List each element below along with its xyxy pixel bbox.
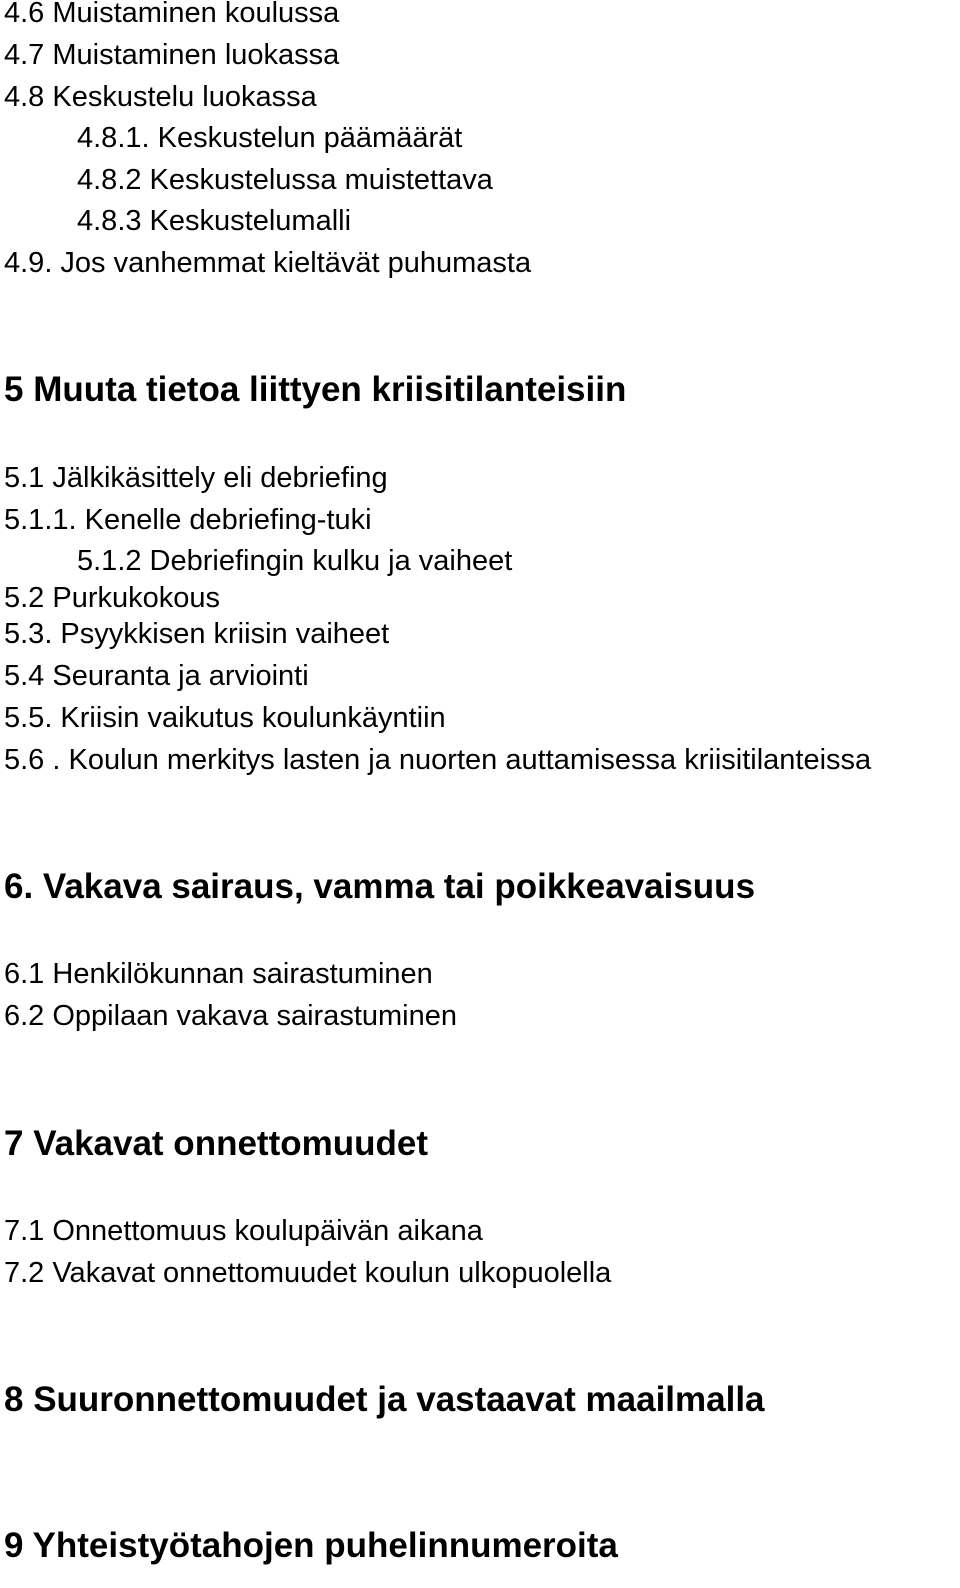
toc-item-5-6: 5.6 . Koulun merkitys lasten ja nuorten auttamisessa kriisitilanteissa [4, 744, 872, 776]
section-heading-7: 7 Vakavat onnettomuudet [4, 1124, 428, 1163]
toc-item-5-4: 5.4 Seuranta ja arviointi [4, 660, 309, 692]
toc-item-7-2: 7.2 Vakavat onnettomuudet koulun ulkopuolella [4, 1257, 612, 1289]
toc-item-5-3: 5.3. Psyykkisen kriisin vaiheet [4, 618, 390, 650]
toc-item-5-2: 5.2 Purkukokous [4, 582, 221, 614]
section-heading-5: 5 Muuta tietoa liittyen kriisitilanteisiin [4, 370, 627, 409]
toc-item-5-5: 5.5. Kriisin vaikutus koulunkäyntiin [4, 702, 446, 734]
toc-item-4-8: 4.8 Keskustelu luokassa [4, 81, 317, 113]
section-heading-8: 8 Suuronnettomuudet ja vastaavat maailmalla [4, 1380, 765, 1419]
toc-item-5-1-1: 5.1.1. Kenelle debriefing-tuki [4, 504, 372, 536]
toc-item-5-1-2: 5.1.2 Debriefingin kulku ja vaiheet [77, 545, 513, 577]
toc-item-5-1: 5.1 Jälkikäsittely eli debriefing [4, 462, 388, 494]
section-heading-9: 9 Yhteistyötahojen puhelinnumeroita [4, 1526, 618, 1565]
toc-item-6-2: 6.2 Oppilaan vakava sairastuminen [4, 1000, 457, 1032]
toc-item-7-1: 7.1 Onnettomuus koulupäivän aikana [4, 1215, 483, 1247]
toc-item-4-9: 4.9. Jos vanhemmat kieltävät puhumasta [4, 247, 532, 279]
toc-item-6-1: 6.1 Henkilökunnan sairastuminen [4, 958, 433, 990]
toc-item-4-7: 4.7 Muistaminen luokassa [4, 39, 340, 71]
toc-item-4-8-2: 4.8.2 Keskustelussa muistettava [77, 164, 493, 196]
toc-item-4-8-1: 4.8.1. Keskustelun päämäärät [77, 122, 463, 154]
section-heading-6: 6. Vakava sairaus, vamma tai poikkeavaisuus [4, 867, 756, 906]
toc-item-4-6: 4.6 Muistaminen koulussa [4, 0, 340, 29]
toc-item-4-8-3: 4.8.3 Keskustelumalli [77, 205, 352, 237]
